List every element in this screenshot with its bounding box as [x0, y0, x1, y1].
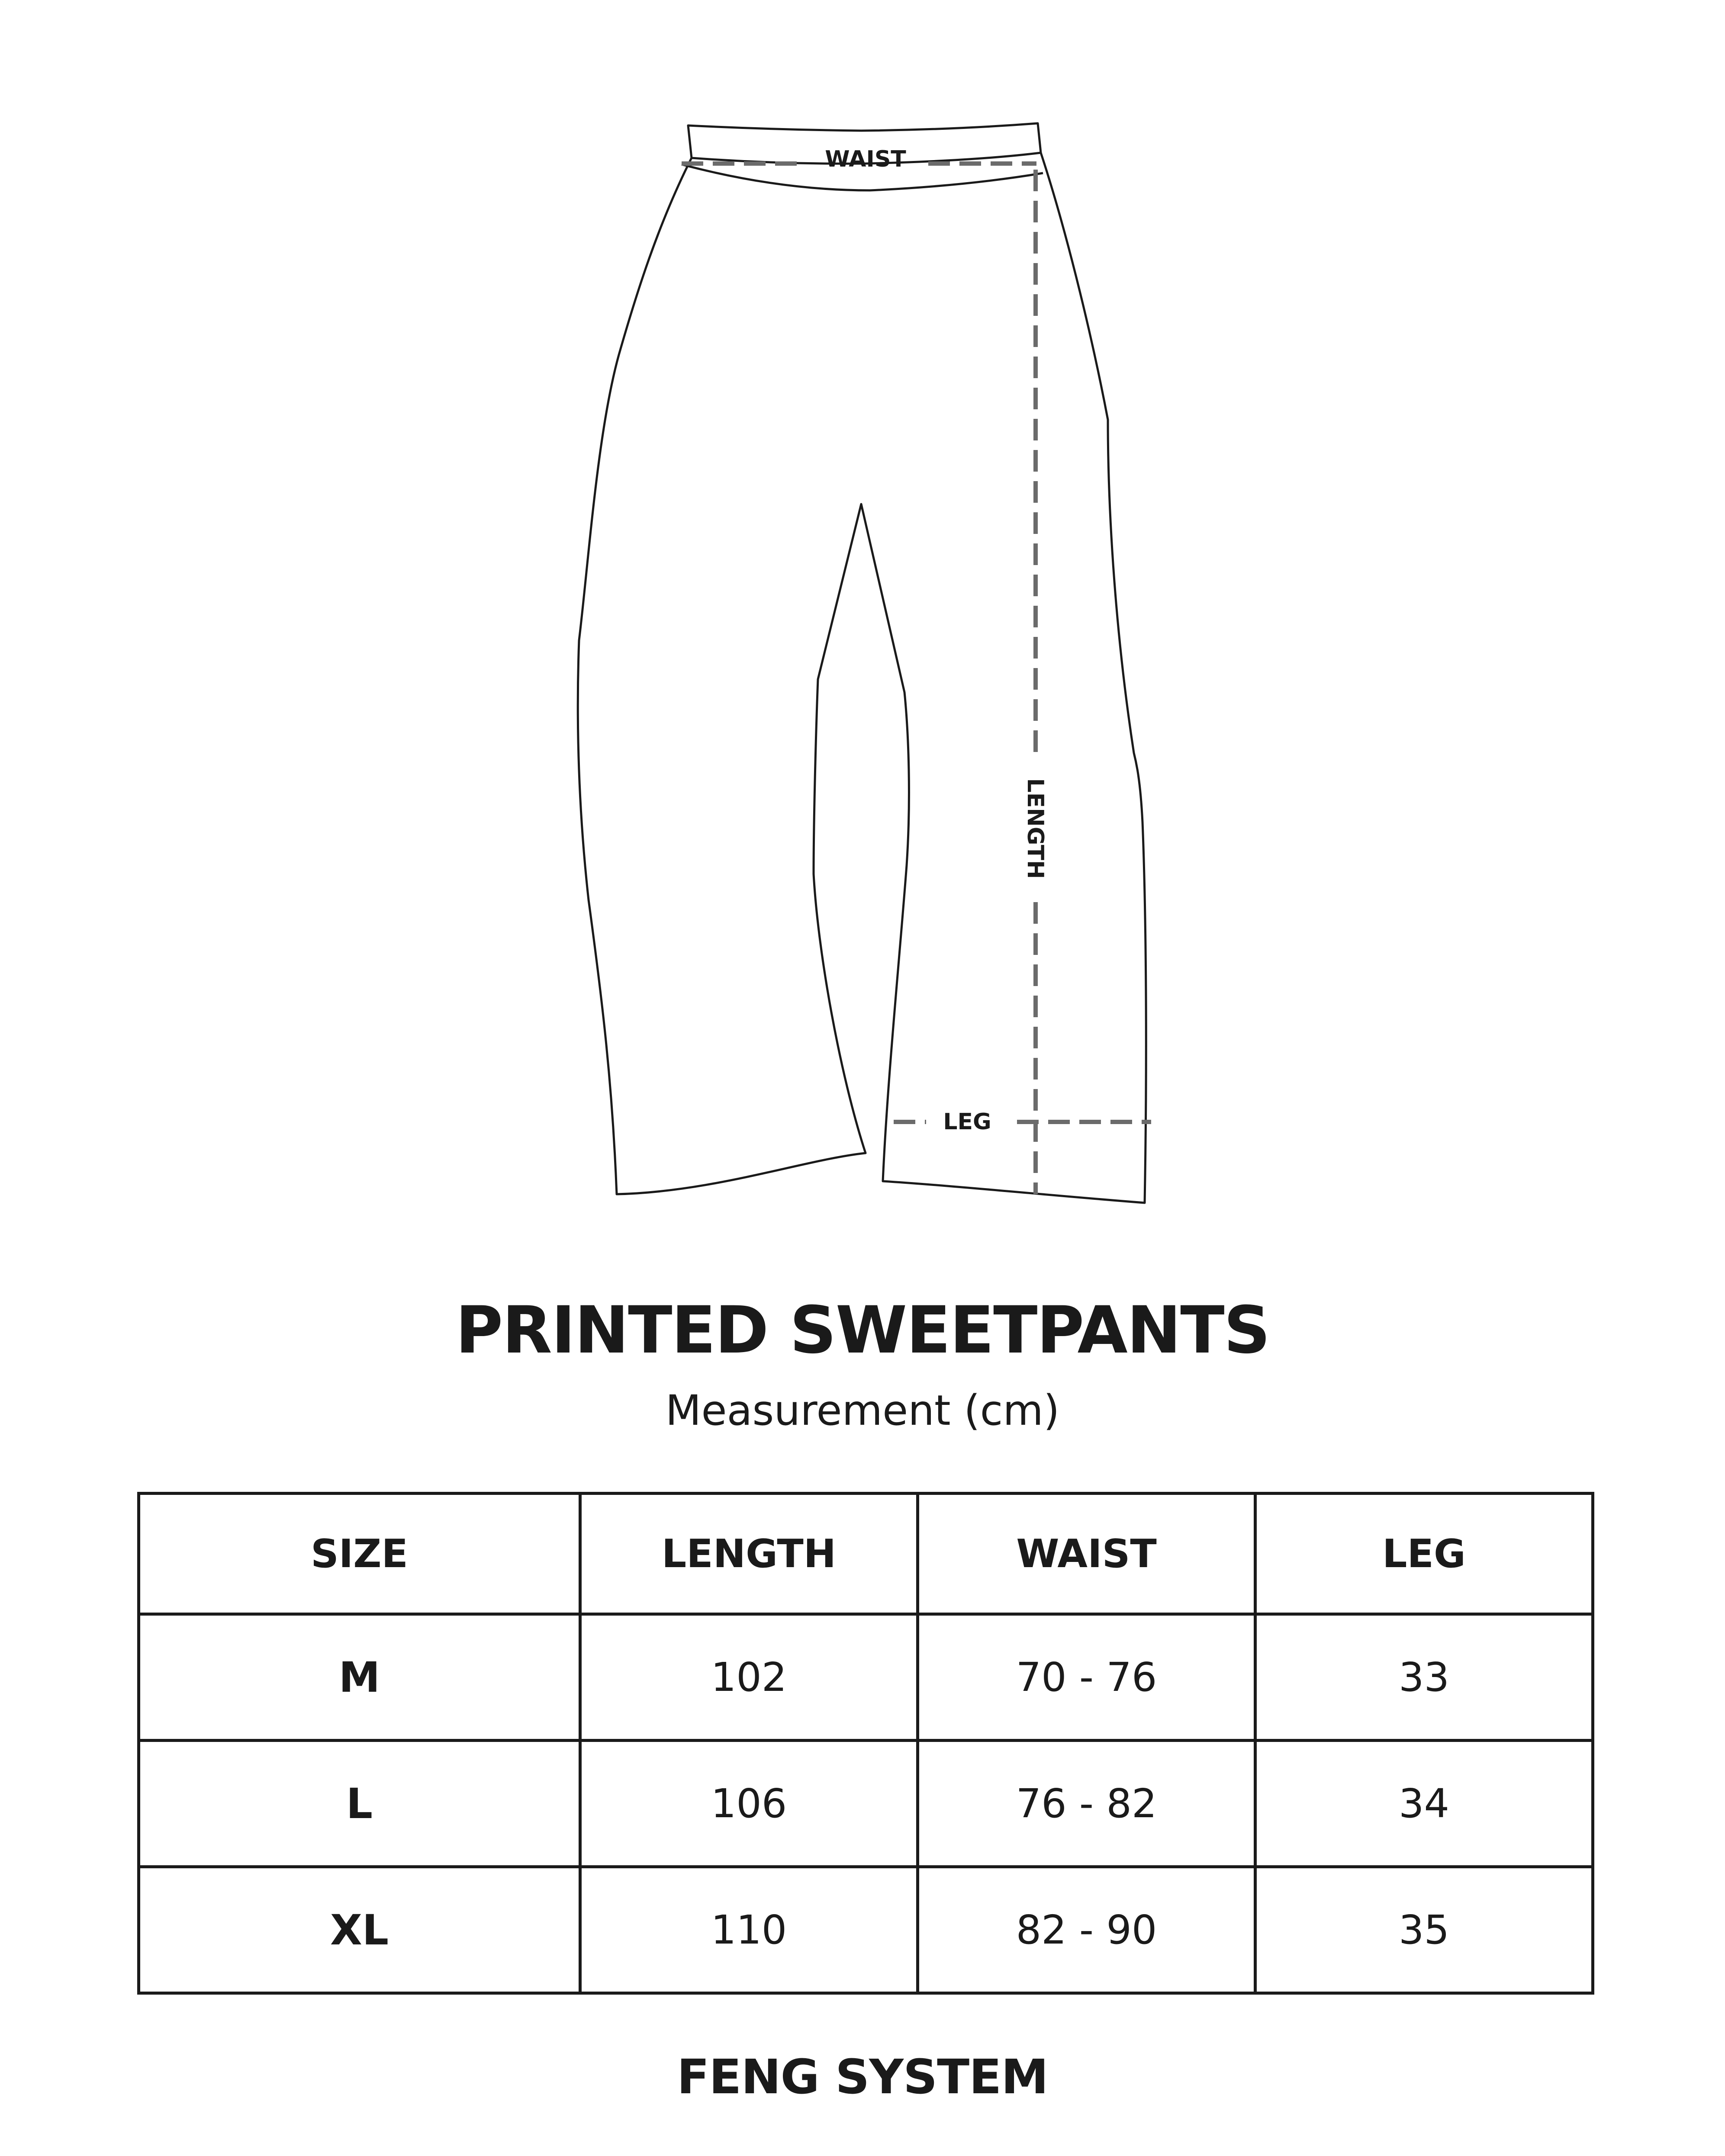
table-header-row	[139, 1494, 1593, 1614]
size-cell: L	[139, 1741, 580, 1867]
size-cell: XL	[139, 1867, 580, 1993]
size-table	[137, 1492, 1594, 1995]
product-title: PRINTED SWEETPANTS	[455, 1293, 1270, 1368]
header-waist: WAIST	[918, 1494, 1255, 1614]
measurement-unit-subtitle: Measurement (cm)	[665, 1386, 1060, 1435]
pants-outline	[578, 123, 1146, 1203]
size-cell: M	[139, 1614, 580, 1741]
leg-cell: 33	[1255, 1614, 1593, 1741]
table-row	[139, 1614, 1593, 1741]
brand-name: FENG SYSTEM	[677, 2049, 1048, 2105]
waist-label: WAIST	[825, 146, 906, 172]
waist-cell: 82 - 90	[918, 1867, 1255, 1993]
waist-cell: 76 - 82	[918, 1741, 1255, 1867]
leg-cell: 34	[1255, 1741, 1593, 1867]
length-cell: 106	[580, 1741, 918, 1867]
length-cell: 102	[580, 1614, 918, 1741]
leg-label: LEG	[943, 1109, 991, 1135]
measure-lines	[682, 164, 1151, 1194]
leg-cell: 35	[1255, 1867, 1593, 1993]
measure-labels	[825, 146, 1048, 1135]
header-length: LENGTH	[580, 1494, 918, 1614]
size-chart	[137, 1492, 1591, 1985]
header-leg: LEG	[1255, 1494, 1593, 1614]
waist-cell: 70 - 76	[918, 1614, 1255, 1741]
length-label: LENGTH	[1022, 778, 1048, 879]
table-row	[139, 1741, 1593, 1867]
table-row	[139, 1867, 1593, 1993]
length-cell: 110	[580, 1867, 918, 1993]
header-size: SIZE	[139, 1494, 580, 1614]
